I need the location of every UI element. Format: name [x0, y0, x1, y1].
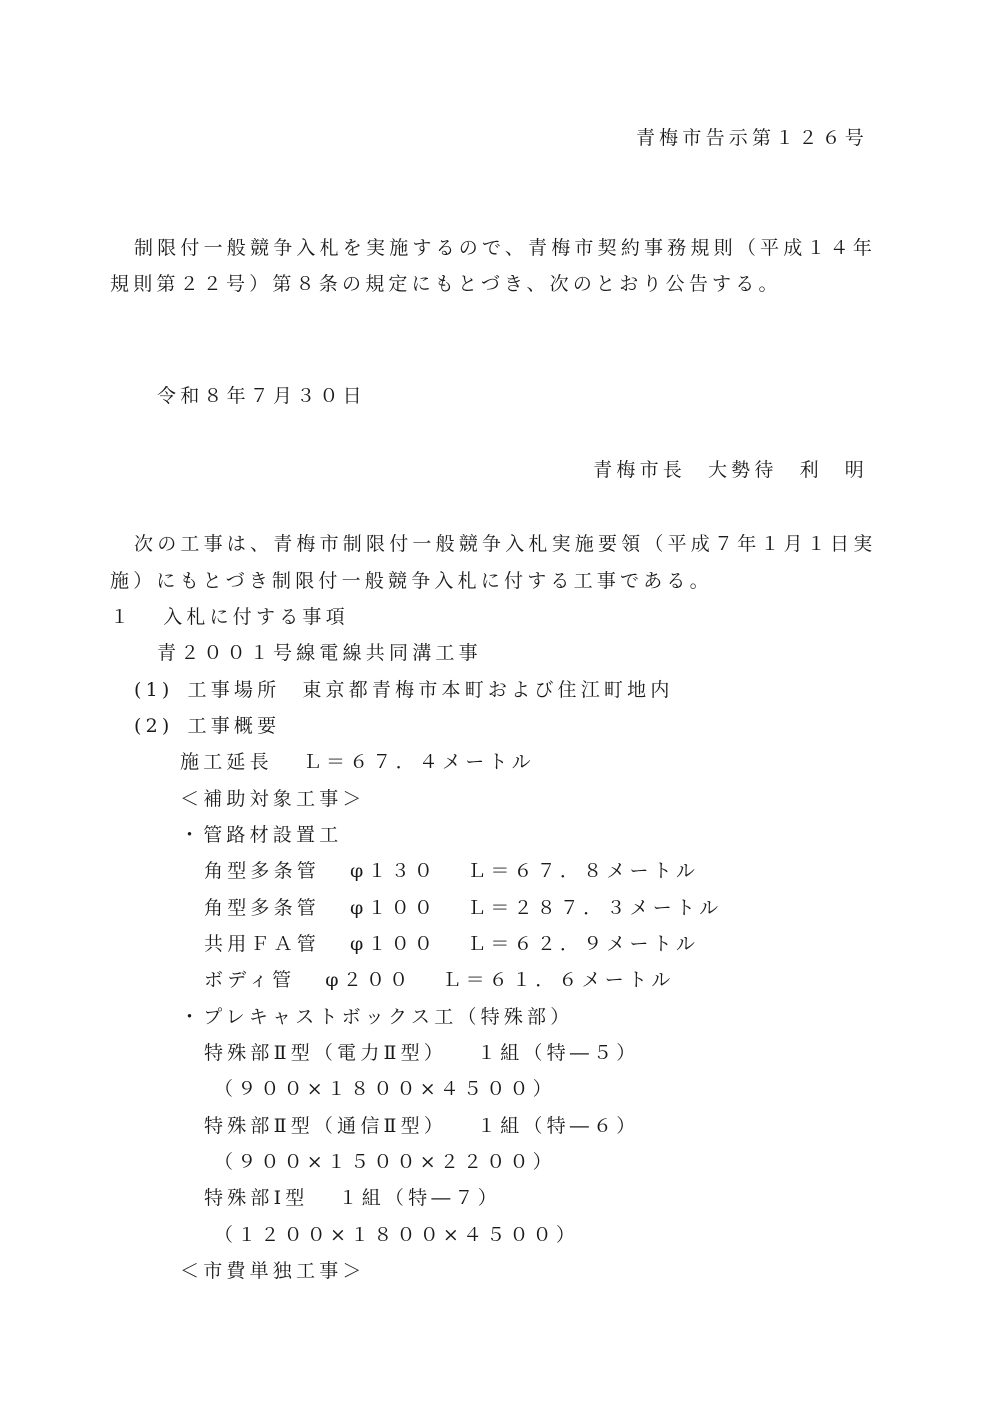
pipe-length: Ｌ＝６７．８メートル: [467, 860, 700, 882]
item-number: (1): [134, 679, 174, 701]
item-label: 工事概要: [187, 715, 281, 737]
box-heading: ・プレキャストボックス工（特殊部）: [180, 1006, 574, 1028]
extension-line: [180, 750, 535, 774]
pipe-diameter: φ１３０: [350, 860, 438, 882]
pipe-name: 共用ＦＡ管: [204, 933, 321, 955]
pipe-name: 角型多条管: [204, 860, 321, 882]
subsidized-heading: ＜補助対象工事＞: [180, 788, 366, 810]
pipe-length: Ｌ＝６２．９メートル: [467, 933, 700, 955]
notice-number: 青梅市告示第１２６号: [635, 127, 868, 149]
pipe-length: Ｌ＝２８７．３メートル: [467, 897, 723, 919]
intro-line-1: 次の工事は、青梅市制限付一般競争入札実施要領（平成７年１月１日実: [134, 533, 877, 555]
extension-value: Ｌ＝６７．４メートル: [302, 751, 535, 773]
project-name: 青２００１号線電線共同溝工事: [157, 642, 482, 664]
box-qty: １組（特―５）: [477, 1042, 640, 1064]
box-size: （１２００×１８００×４５００）: [214, 1224, 580, 1246]
pipe-diameter: φ２００: [325, 969, 413, 991]
pipe-length: Ｌ＝６１．６メートル: [442, 969, 675, 991]
pipe-row: [204, 968, 674, 992]
box-row: [204, 1114, 639, 1138]
signatory-name-given-1: 利: [799, 459, 823, 481]
box-size: （９００×１８００×４５００）: [214, 1078, 556, 1100]
item-location: [134, 678, 674, 702]
preamble-line-1: 制限付一般競争入札を実施するので、青梅市契約事務規則（平成１４年: [134, 237, 877, 259]
section-number: １: [110, 606, 134, 628]
pipe-row: [204, 896, 722, 920]
box-row: [204, 1186, 501, 1210]
intro-line-2: 施）にもとづき制限付一般競争入札に付する工事である。: [110, 570, 713, 592]
item-label: 工事場所: [187, 679, 281, 701]
item-number: (2): [134, 715, 174, 737]
box-type: 特殊部Ⅱ型（通信Ⅱ型）: [204, 1115, 448, 1137]
signatory-name-given-2: 明: [844, 459, 868, 481]
extension-label: 施工延長: [180, 751, 273, 773]
signatory: [593, 458, 868, 482]
signatory-name-family: 大勢待: [707, 459, 778, 481]
box-row: [204, 1041, 639, 1065]
signatory-title: 青梅市長: [593, 459, 686, 481]
box-qty: １組（特―６）: [477, 1115, 640, 1137]
pipe-name: ボディ管: [204, 969, 296, 991]
preamble-line-2: 規則第２２号）第８条の規定にもとづき、次のとおり公告する。: [110, 273, 782, 295]
box-type: 特殊部Ⅰ型: [204, 1187, 309, 1209]
section-heading: [110, 605, 349, 629]
section-title: 入札に付する事項: [163, 606, 349, 628]
box-type: 特殊部Ⅱ型（電力Ⅱ型）: [204, 1042, 448, 1064]
pipe-heading: ・管路材設置工: [180, 824, 343, 846]
item-value: 東京都青梅市本町および住江町地内: [302, 679, 674, 701]
pipe-name: 角型多条管: [204, 897, 321, 919]
pipe-diameter: φ１００: [350, 897, 438, 919]
city-heading: ＜市費単独工事＞: [180, 1260, 366, 1282]
pipe-diameter: φ１００: [350, 933, 438, 955]
pipe-row: [204, 859, 699, 883]
notice-date: 令和８年７月３０日: [157, 385, 366, 407]
box-qty: １組（特―７）: [338, 1187, 501, 1209]
box-size: （９００×１５００×２２００）: [214, 1151, 556, 1173]
item-overview: [134, 714, 280, 738]
pipe-row: [204, 932, 699, 956]
